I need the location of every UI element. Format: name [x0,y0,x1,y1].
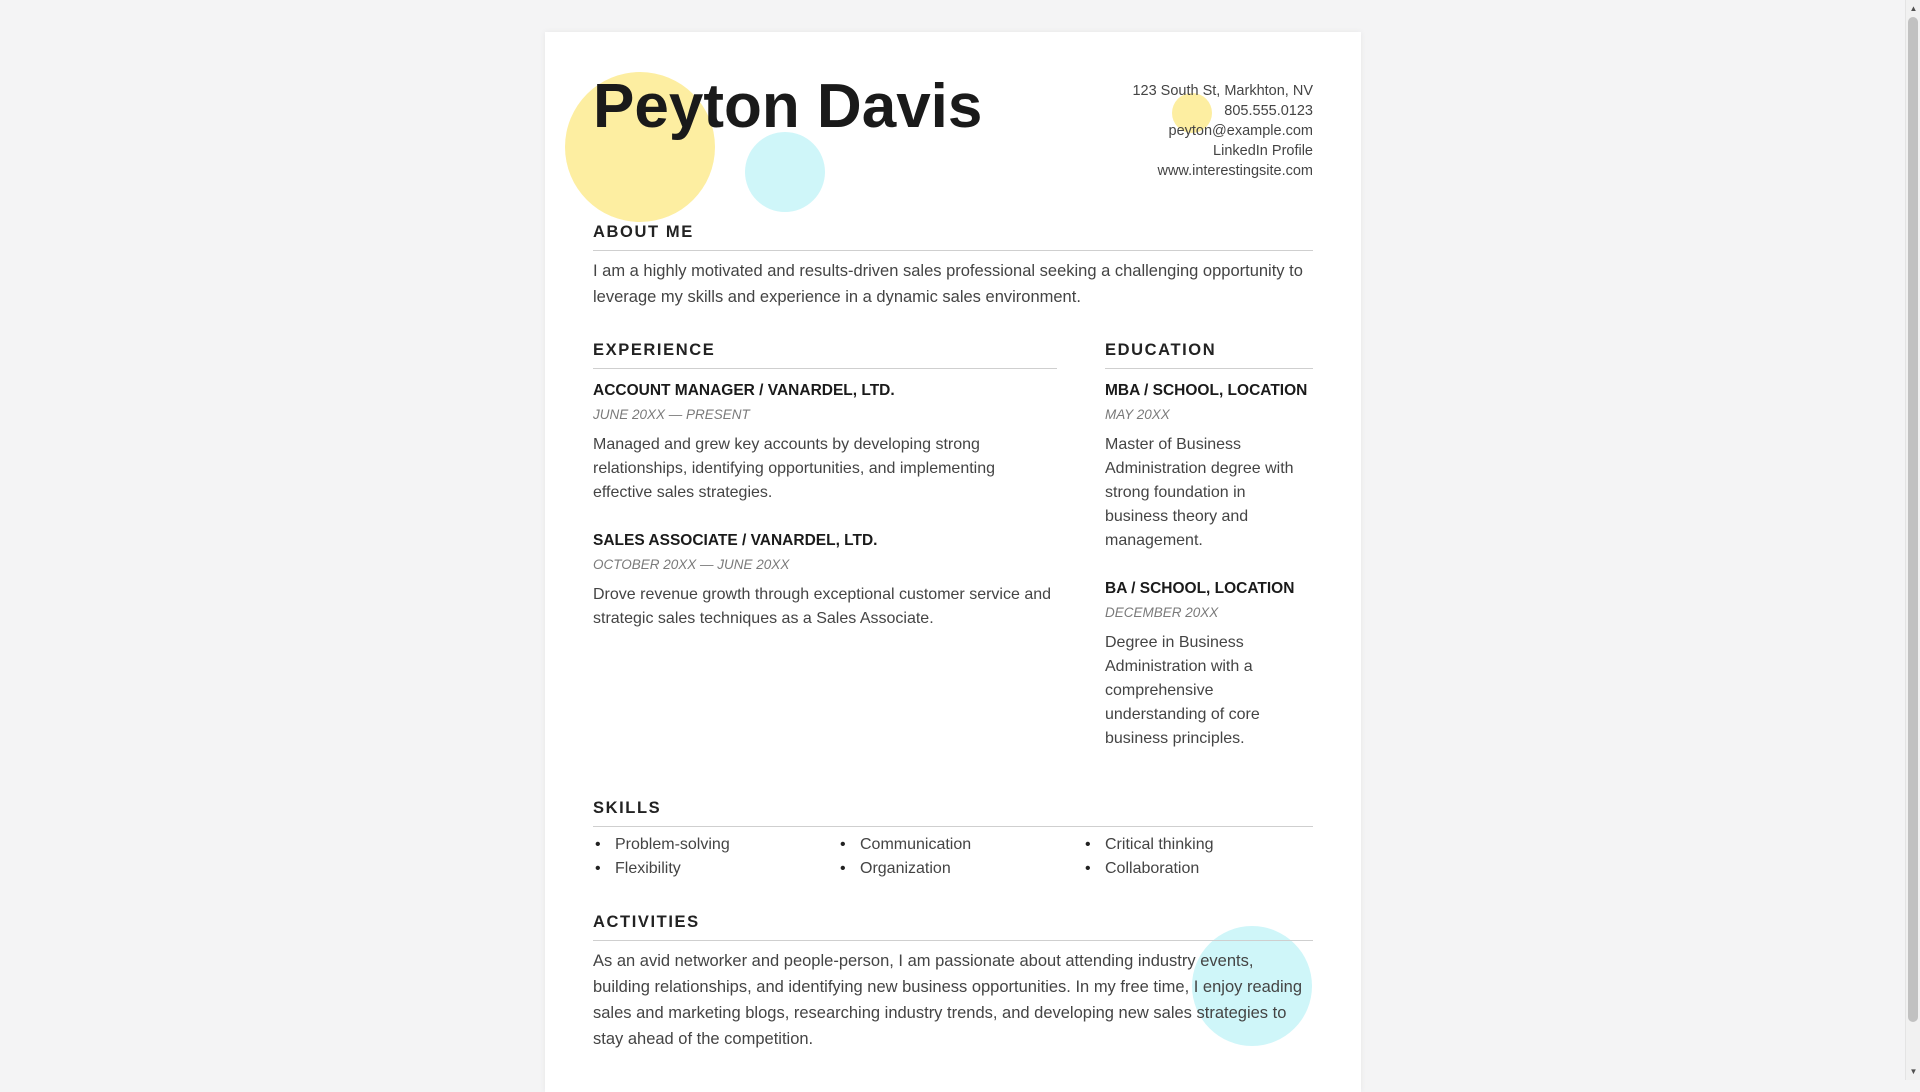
activities-section [593,913,1313,1052]
activities-text: As an avid networker and people-person, I am passionate about attending industry events, building relationships, and identifying new business opportunities. In my free time, I enjoy reading sales and marketing blogs, researching industry trends, and developing new sales strategies to stay ahead of the competition. [593,952,1302,1048]
education-entry [1105,379,1313,553]
education-entry [1105,577,1313,751]
experience-entry-title: SALES ASSOCIATE / VANARDEL, LTD. [593,532,878,549]
experience-section [593,341,1057,631]
education-entry-description: Master of Business Administration degree with strong foundation in business theory and management. [1105,436,1294,549]
education-entry-title: MBA / SCHOOL, LOCATION [1105,382,1308,399]
education-entry-date: DECEMBER 20XX [1105,605,1219,620]
skill-item: • Communication [838,833,1083,857]
scroll-up-arrow-icon[interactable]: ▲ [1909,4,1918,13]
experience-entry [593,529,1057,631]
education-entry-title: BA / SCHOOL, LOCATION [1105,580,1295,597]
skill-item: • Problem-solving [593,833,838,857]
skills-section [593,799,1313,881]
experience-entry-description: Managed and grew key accounts by developing strong relationships, identifying opportunities, and implementing effective sales strategies. [593,436,996,501]
decorative-cyan-circle-small [745,132,825,212]
contact-website-link[interactable]: www.interestingsite.com [1157,163,1313,179]
contact-info [1132,81,1313,181]
experience-entry-date: OCTOBER 20XX — JUNE 20XX [593,557,790,572]
skill-item: • Critical thinking [1083,833,1313,857]
skill-item: • Collaboration [1083,857,1313,881]
experience-entry [593,379,1057,505]
about-text: I am a highly motivated and results-driven sales professional seeking a challenging opportunity to leverage my skills and experience in a dynamic sales environment. [593,262,1303,306]
experience-entry-title: ACCOUNT MANAGER / VANARDEL, LTD. [593,382,895,399]
contact-email[interactable]: peyton@example.com [1168,123,1313,139]
skill-item: • Flexibility [593,857,838,881]
about-section [593,223,1313,310]
contact-address: 123 South St, Markhton, NV [1132,83,1313,99]
education-section [1105,341,1313,751]
experience-heading: EXPERIENCE [593,341,1057,369]
vertical-scrollbar[interactable] [1905,0,1920,1080]
about-heading: ABOUT ME [593,223,1313,251]
education-entry-description: Degree in Business Administration with a comprehensive understanding of core business principles. [1105,634,1260,747]
skill-item: • Organization [838,857,1083,881]
scroll-down-arrow-icon[interactable]: ▼ [1909,1067,1918,1076]
activities-heading: ACTIVITIES [593,913,1313,941]
education-entry-date: MAY 20XX [1105,407,1170,422]
experience-entry-description: Drove revenue growth through exceptional customer service and strategic sales techniques as a Sales Associate. [593,586,1052,627]
contact-phone: 805.555.0123 [1224,103,1313,119]
skills-heading: SKILLS [593,799,1313,827]
skills-list [593,833,1313,881]
education-heading: EDUCATION [1105,341,1313,369]
candidate-name: Peyton Davis [593,72,983,141]
resume-page [545,32,1361,1092]
experience-entry-date: JUNE 20XX — PRESENT [593,407,750,422]
scrollbar-thumb[interactable] [1908,17,1918,1022]
contact-linkedin-link[interactable]: LinkedIn Profile [1213,143,1313,159]
